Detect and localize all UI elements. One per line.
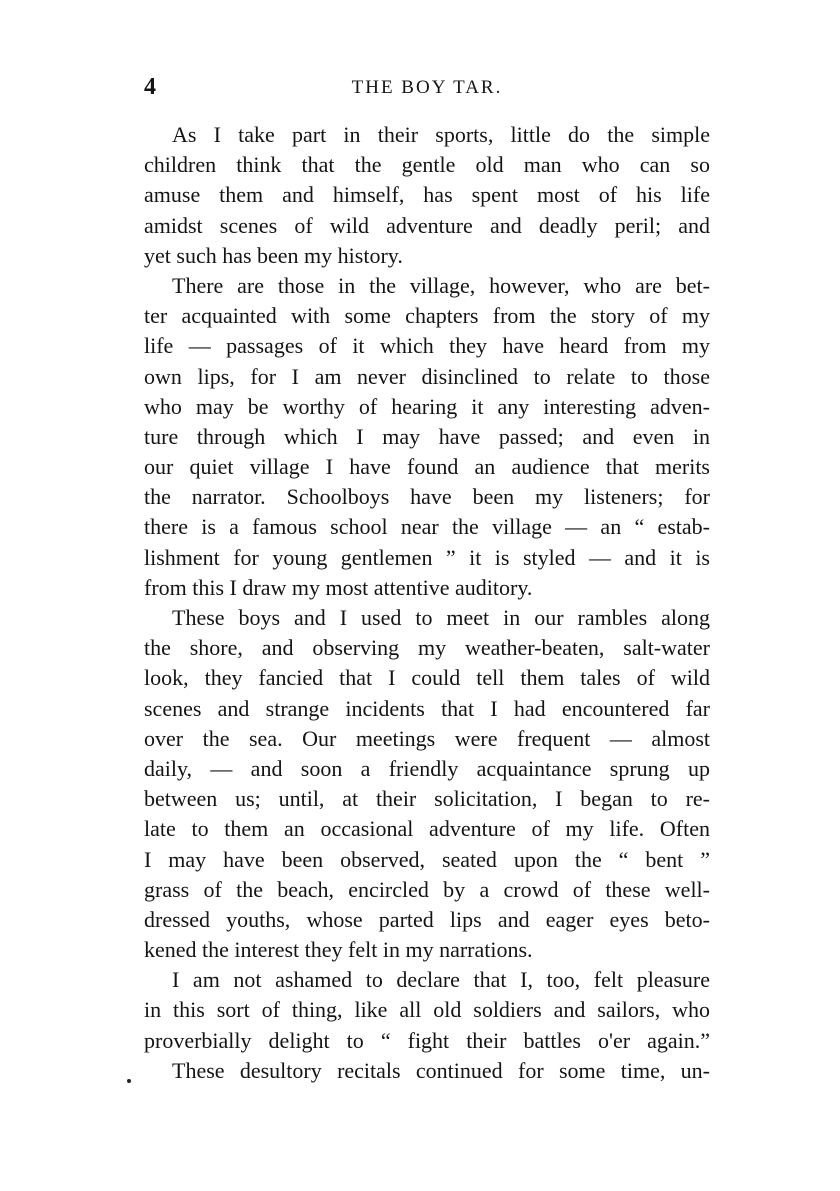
text-line: look, they fancied that I could tell them tales of wild <box>144 665 710 691</box>
text-line: own lips, for I am never disinclined to relate to those <box>144 363 710 389</box>
text-line: I am not ashamed to declare that I, too, felt pleasure <box>172 967 710 993</box>
page-header <box>144 74 710 104</box>
text-line: yet such has been my history. <box>144 242 403 268</box>
text-line: the shore, and observing my weather-beaten, salt-water <box>144 635 710 661</box>
text-line: amidst scenes of wild adventure and deadly peril; and <box>144 212 710 238</box>
text-line: the narrator. Schoolboys have been my listeners; for <box>144 484 710 510</box>
text-line: I may have been observed, seated upon the “ bent ” <box>144 846 710 872</box>
text-line: lishment for young gentlemen ” it is styled — and it is <box>144 544 710 570</box>
text-line: children think that the gentle old man who can so <box>144 152 710 178</box>
text-line: from this I draw my most attentive auditory. <box>144 574 533 600</box>
text-line: over the sea. Our meetings were frequent — almost <box>144 725 710 751</box>
text-line: between us; until, at their solicitation, I began to re- <box>144 786 710 812</box>
text-line: our quiet village I have found an audience that merits <box>144 454 710 480</box>
text-line: in this sort of thing, like all old soldiers and sailors, who <box>144 997 710 1023</box>
text-line: amuse them and himself, has spent most of his life <box>144 182 710 208</box>
text-line: scenes and strange incidents that I had encountered far <box>144 695 710 721</box>
text-line: late to them an occasional adventure of my life. Often <box>144 816 710 842</box>
text-line: proverbially delight to “ fight their battles o'er again.” <box>144 1027 710 1053</box>
text-line: kened the interest they felt in my narrations. <box>144 937 533 963</box>
text-line: As I take part in their sports, little do the simple <box>172 122 710 147</box>
text-line: ture through which I may have passed; and even in <box>144 423 710 449</box>
text-line: ter acquainted with some chapters from the story of my <box>144 303 710 329</box>
text-line: there is a famous school near the village — an “ estab- <box>144 514 710 540</box>
text-line: who may be worthy of hearing it any interesting adven- <box>144 393 710 419</box>
page-number: 4 <box>144 74 156 100</box>
text-line: daily, — and soon a friendly acquaintance sprung up <box>144 755 710 781</box>
margin-dot <box>127 1079 131 1083</box>
text-line: These boys and I used to meet in our rambles along <box>172 605 710 630</box>
text-line: There are those in the village, however, who are bet- <box>172 272 710 298</box>
text-line: life — passages of it which they have heard from my <box>144 333 710 359</box>
text-line: grass of the beach, encircled by a crowd of these well- <box>144 876 710 902</box>
running-title: THE BOY TAR. <box>351 77 503 98</box>
text-line: dressed youths, whose parted lips and eager eyes beto- <box>144 906 710 932</box>
text-line: These desultory recitals continued for some time, un- <box>172 1057 710 1083</box>
body-text <box>144 120 710 1086</box>
